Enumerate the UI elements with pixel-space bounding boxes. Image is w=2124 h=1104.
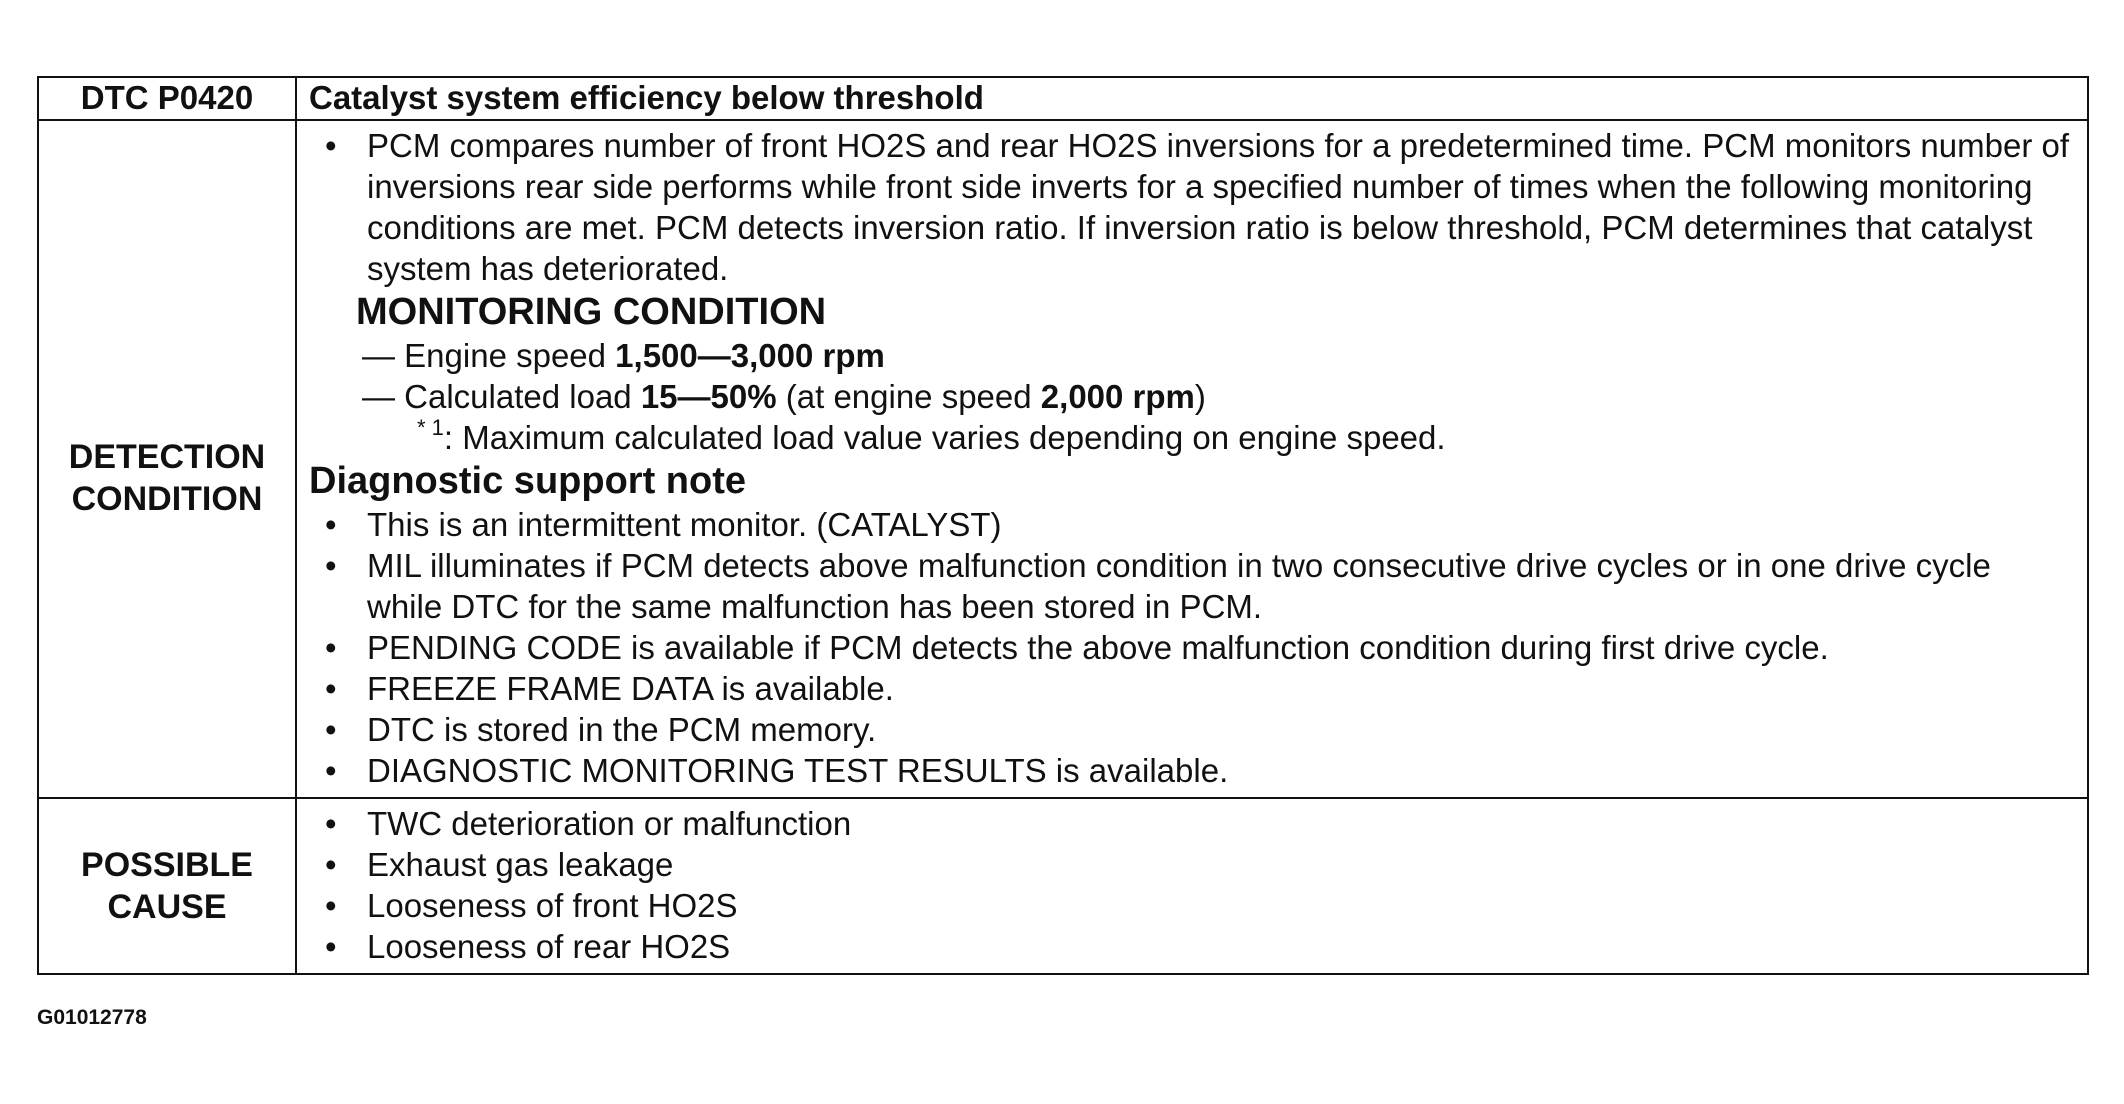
list-item	[309, 750, 2075, 791]
condition-calculated-load	[362, 376, 2075, 417]
detection-label-cell	[38, 120, 296, 798]
bullet-icon: •	[325, 928, 337, 965]
condition-load-value: 15—50%	[640, 378, 777, 415]
detection-intro-text: PCM compares number of front HO2S and rear HO2S inversions for a predetermined time. PCM monitors number of inversions rear side performs while front side inverts for a specified number of times when the following monitoring conditions are met. PCM detects inversion ratio. If inversion ratio is below threshold, PCM determines that catalyst system has deteriorated.	[367, 127, 2070, 287]
possible-cause-row	[38, 798, 2088, 974]
condition-engine-speed-label: — Engine speed	[362, 337, 616, 374]
cause-text: TWC deterioration or malfunction	[367, 805, 852, 842]
possible-cause-label-cell	[38, 798, 296, 974]
list-item	[309, 545, 2075, 627]
bullet-icon: •	[325, 805, 337, 842]
condition-load-label: — Calculated load	[362, 378, 641, 415]
list-item	[309, 803, 2075, 844]
list-item	[309, 926, 2075, 967]
detection-label-line1: DETECTION	[68, 438, 266, 476]
list-item	[309, 125, 2075, 289]
bullet-icon: •	[325, 711, 337, 748]
diagnostic-support-heading: Diagnostic support note	[309, 460, 746, 502]
list-item	[309, 844, 2075, 885]
bullet-icon: •	[325, 547, 337, 584]
possible-cause-label-line2: CAUSE	[107, 888, 227, 926]
monitoring-condition-heading: MONITORING CONDITION	[356, 291, 827, 333]
support-note-text: DIAGNOSTIC MONITORING TEST RESULTS is available.	[367, 752, 1229, 789]
bullet-icon: •	[325, 127, 337, 164]
support-note-text: FREEZE FRAME DATA is available.	[367, 670, 894, 707]
condition-engine-speed-value: 1,500—3,000 rpm	[615, 337, 885, 374]
cause-text: Exhaust gas leakage	[367, 846, 674, 883]
list-item	[309, 885, 2075, 926]
possible-cause-content	[296, 798, 2088, 974]
condition-load-suffix: )	[1194, 378, 1206, 415]
detection-row	[38, 120, 2088, 798]
dtc-table	[37, 76, 2089, 975]
list-item	[309, 504, 2075, 545]
support-notes-list	[309, 504, 2075, 791]
condition-engine-speed	[362, 335, 2075, 376]
condition-load-mid: (at engine speed	[776, 378, 1041, 415]
bullet-icon: •	[325, 506, 337, 543]
dtc-title: Catalyst system efficiency below threshold	[296, 77, 2088, 120]
possible-cause-list	[309, 803, 2075, 967]
footnote	[417, 417, 2075, 458]
support-note-text: PENDING CODE is available if PCM detects the above malfunction condition during first drive cycle.	[367, 629, 1829, 666]
possible-cause-label-line1: POSSIBLE	[81, 846, 253, 884]
bullet-icon: •	[325, 670, 337, 707]
support-note-text: DTC is stored in the PCM memory.	[367, 711, 877, 748]
dtc-code: DTC P0420	[38, 77, 296, 120]
header-row	[38, 77, 2088, 120]
detection-label-line2: CONDITION	[71, 480, 263, 518]
bullet-icon: •	[325, 629, 337, 666]
bullet-icon: •	[325, 846, 337, 883]
footnote-text: : Maximum calculated load value varies depending on engine speed.	[443, 419, 1446, 456]
footnote-mark: * 1	[417, 415, 444, 440]
figure-id: G01012778	[37, 1006, 147, 1029]
bullet-icon: •	[325, 752, 337, 789]
list-item	[309, 668, 2075, 709]
detection-content	[296, 120, 2088, 798]
cause-text: Looseness of front HO2S	[367, 887, 738, 924]
bullet-icon: •	[325, 887, 337, 924]
detection-intro-list	[309, 125, 2075, 289]
list-item	[309, 627, 2075, 668]
support-note-text: MIL illuminates if PCM detects above malfunction condition in two consecutive drive cycles or in one drive cycle while DTC for the same malfunction has been stored in PCM.	[367, 547, 1991, 625]
list-item	[309, 709, 2075, 750]
support-note-text: This is an intermittent monitor. (CATALYST)	[367, 506, 1002, 543]
condition-load-speed: 2,000 rpm	[1040, 378, 1195, 415]
cause-text: Looseness of rear HO2S	[367, 928, 731, 965]
